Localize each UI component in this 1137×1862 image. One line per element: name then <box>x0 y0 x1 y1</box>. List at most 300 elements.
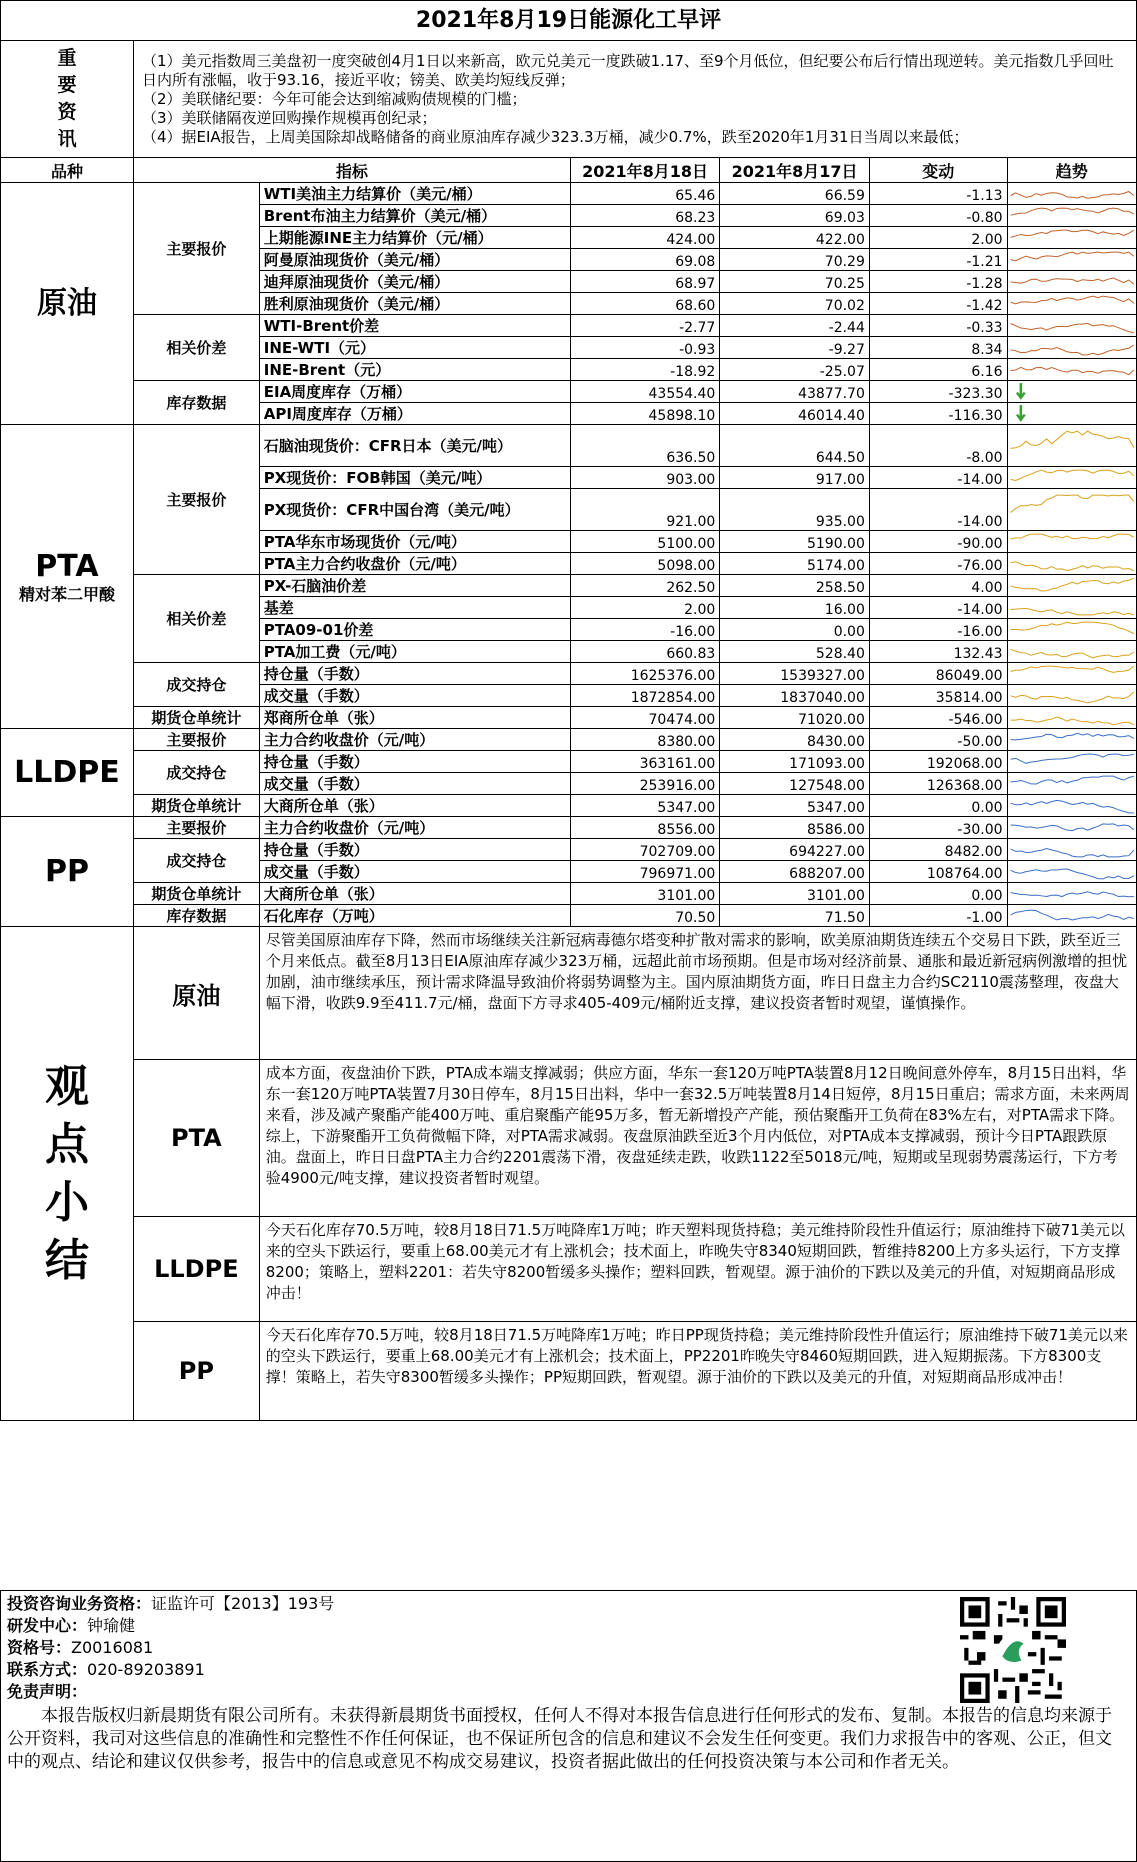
summary-text-pp: 今天石化库存70.5万吨，较8月18日71.5万吨降库1万吨；昨日PP现货持稳；美元维持阶段性升值运行；原油维持下破71美元以来的空头下跌运行，要重上68.00美元才有上涨机会；技术面上，PP2201昨晚失守8460短期回跌，进入短期振荡。下方8300支撑！策略上，若失守8300暂缓多头操作；PP短期回跌，暂观望。源于油价的下跌以及美元的升值，对短期商品形成冲击！ <box>259 1322 1136 1421</box>
sparkline-line <box>1010 754 1133 763</box>
value-change: 0.00 <box>869 795 1007 817</box>
sparkline-line <box>1010 776 1133 784</box>
group-main-quote: 主要报价 <box>133 729 259 751</box>
trend-sparkline <box>1007 227 1136 249</box>
sparkline-line <box>1010 824 1133 831</box>
trend-sparkline <box>1007 663 1136 685</box>
value-change: -16.00 <box>869 619 1007 641</box>
value-date1: 3101.00 <box>570 883 720 905</box>
sparkline-line <box>1010 367 1133 374</box>
summary-name-lldpe: LLDPE <box>133 1217 259 1322</box>
table-row <box>1 663 1137 685</box>
sparkline-line <box>1010 892 1133 897</box>
trend-sparkline <box>1007 795 1136 817</box>
sparkline-line <box>1010 910 1133 920</box>
value-change: 86049.00 <box>869 663 1007 685</box>
indicator-name: PX-石脑油价差 <box>259 575 570 597</box>
indicator-name: 主力合约收盘价（元/吨） <box>259 729 570 751</box>
value-date2: 16.00 <box>720 597 870 619</box>
summary-row <box>1 1060 1137 1217</box>
value-date2: 0.00 <box>720 619 870 641</box>
indicator-name: 迪拜原油现货价（美元/桶） <box>259 271 570 293</box>
value-date2: 1539327.00 <box>720 663 870 685</box>
footer-qual-value: 证监许可【2013】193号 <box>151 1594 335 1613</box>
category-lldpe: LLDPE <box>1 729 134 817</box>
value-date2: 528.40 <box>720 641 870 663</box>
value-date1: 68.60 <box>570 293 720 315</box>
trend-sparkline <box>1007 817 1136 839</box>
value-change: -546.00 <box>869 707 1007 729</box>
summary-name-crude: 原油 <box>133 927 259 1060</box>
indicator-name: WTI-Brent价差 <box>259 315 570 337</box>
header-trend: 趋势 <box>1007 158 1136 183</box>
indicator-name: EIA周度库存（万桶） <box>259 381 570 403</box>
group-warehouse: 期货仓单统计 <box>133 795 259 817</box>
summary-row <box>1 1217 1137 1322</box>
value-date1: -18.92 <box>570 359 720 381</box>
trend-sparkline <box>1007 337 1136 359</box>
value-date2: 43877.70 <box>720 381 870 403</box>
value-change: -76.00 <box>869 553 1007 575</box>
sparkline-line <box>1010 578 1133 591</box>
indicator-name: 石脑油现货价：CFR日本（美元/吨） <box>259 425 570 467</box>
value-change: 2.00 <box>869 227 1007 249</box>
value-change: 192068.00 <box>869 751 1007 773</box>
value-change: -14.00 <box>869 467 1007 489</box>
table-row <box>1 751 1137 773</box>
indicator-name: PTA华东市场现货价（元/吨） <box>259 531 570 553</box>
category-pp: PP <box>1 817 134 927</box>
value-date1: 69.08 <box>570 249 720 271</box>
down-arrow-icon <box>1008 381 1136 402</box>
sparkline-line <box>1010 495 1133 512</box>
value-date1: 1625376.00 <box>570 663 720 685</box>
news-item: （3）美联储隔夜逆回购操作规模再创纪录； <box>141 108 437 127</box>
trend-sparkline <box>1007 553 1136 575</box>
value-date2: 688207.00 <box>720 861 870 883</box>
header-product: 品种 <box>1 158 134 183</box>
sparkline-line <box>1010 666 1133 672</box>
sparkline-line <box>1010 609 1133 615</box>
table-row <box>1 883 1137 905</box>
value-date1: 660.83 <box>570 641 720 663</box>
value-change: -1.13 <box>869 183 1007 205</box>
sparkline-chart <box>1008 795 1136 816</box>
value-date2: 69.03 <box>720 205 870 227</box>
footer-rd-value: 钟瑜健 <box>87 1616 136 1635</box>
footer-cert-label: 资格号： <box>7 1638 72 1657</box>
sparkline-chart <box>1008 817 1136 838</box>
group-warehouse: 期货仓单统计 <box>133 707 259 729</box>
category-pta-sub: 精对苯二甲酸 <box>18 584 115 604</box>
value-change: 126368.00 <box>869 773 1007 795</box>
trend-sparkline <box>1007 403 1136 425</box>
sparkline-chart <box>1008 575 1136 596</box>
group-main-quote: 主要报价 <box>133 183 259 315</box>
category-crude: 原油 <box>1 183 134 425</box>
down-arrow-mark <box>1017 405 1025 420</box>
summary-text-lldpe: 今天石化库存70.5万吨，较8月18日71.5万吨降库1万吨；昨天塑料现货持稳；美元维持阶段性升值运行；原油维持下破71美元以来的空头下跌运行，要重上68.00美元才有上涨机会；技术面上，昨晚失守8340短期回跌，暂维持8200上方多头运行，下方支撑8200；策略上，塑料2201：若失守8200暂缓多头操作；塑料回跌，暂观望。源于油价的下跌以及美元的升值，对短期商品形成冲击！ <box>259 1217 1136 1322</box>
indicator-name: WTI美油主力结算价（美元/桶） <box>259 183 570 205</box>
trend-sparkline <box>1007 359 1136 381</box>
value-date2: 258.50 <box>720 575 870 597</box>
news-item: （4）据EIA报告，上周美国除却战略储备的商业原油库存减少323.3万桶，减少0.7%，跌至2020年1月31日当周以来最低； <box>141 127 969 146</box>
indicator-name: 成交量（手数） <box>259 773 570 795</box>
news-label <box>1 41 134 158</box>
sparkline-chart <box>1008 183 1136 204</box>
value-change: 8482.00 <box>869 839 1007 861</box>
sparkline-line <box>1010 849 1133 857</box>
trend-sparkline <box>1007 729 1136 751</box>
table-row <box>1 839 1137 861</box>
sparkline-chart <box>1008 205 1136 226</box>
value-date2: 694227.00 <box>720 839 870 861</box>
trend-sparkline <box>1007 773 1136 795</box>
indicator-name: INE-WTI（元） <box>259 337 570 359</box>
indicator-name: 成交量（手数） <box>259 861 570 883</box>
value-date1: 43554.40 <box>570 381 720 403</box>
news-label-text: 重要资讯 <box>57 47 77 150</box>
down-arrow-mark <box>1017 383 1025 398</box>
value-date1: 65.46 <box>570 183 720 205</box>
sparkline-line <box>1010 208 1133 215</box>
value-date2: 1837040.00 <box>720 685 870 707</box>
footer <box>0 1590 1137 1862</box>
sparkline-line <box>1010 470 1133 480</box>
value-change: 4.00 <box>869 575 1007 597</box>
sparkline-line <box>1010 252 1133 261</box>
value-date1: 253916.00 <box>570 773 720 795</box>
value-change: 0.00 <box>869 883 1007 905</box>
sparkline-line <box>1010 692 1133 703</box>
value-date1: 1872854.00 <box>570 685 720 707</box>
footer-contact-label: 联系方式： <box>7 1660 88 1679</box>
value-date2: 70.25 <box>720 271 870 293</box>
value-change: -1.00 <box>869 905 1007 927</box>
trend-sparkline <box>1007 315 1136 337</box>
indicator-name: 阿曼原油现货价（美元/桶） <box>259 249 570 271</box>
value-date2: 935.00 <box>720 489 870 531</box>
down-arrow-icon <box>1008 403 1136 424</box>
indicator-name: PTA09-01价差 <box>259 619 570 641</box>
sparkline-chart <box>1008 337 1136 358</box>
trend-sparkline <box>1007 861 1136 883</box>
sparkline-chart <box>1008 751 1136 772</box>
table-row <box>1 729 1137 751</box>
indicator-name: 成交量（手数） <box>259 685 570 707</box>
value-date2: 422.00 <box>720 227 870 249</box>
value-date1: 70474.00 <box>570 707 720 729</box>
summary-name-pp: PP <box>133 1322 259 1421</box>
value-date1: -2.77 <box>570 315 720 337</box>
indicator-name: 持仓量（手数） <box>259 839 570 861</box>
value-date2: 5174.00 <box>720 553 870 575</box>
sparkline-chart <box>1008 359 1136 380</box>
sparkline-line <box>1010 278 1133 284</box>
trend-sparkline <box>1007 839 1136 861</box>
sparkline-chart <box>1008 531 1136 552</box>
indicator-name: 主力合约收盘价（元/吨） <box>259 817 570 839</box>
value-change: -0.80 <box>869 205 1007 227</box>
news-content <box>133 41 1136 158</box>
value-date2: 3101.00 <box>720 883 870 905</box>
indicator-name: 上期能源INE主力结算价（元/桶） <box>259 227 570 249</box>
table-row <box>1 817 1137 839</box>
value-date1: 903.00 <box>570 467 720 489</box>
value-change: -0.33 <box>869 315 1007 337</box>
sparkline-chart <box>1008 597 1136 618</box>
group-stock: 库存数据 <box>133 905 259 927</box>
value-date1: 5100.00 <box>570 531 720 553</box>
header-date2: 2021年8月17日 <box>720 158 870 183</box>
footer-cert-value: Z0016081 <box>71 1638 154 1657</box>
value-change: -323.30 <box>869 381 1007 403</box>
header-date1: 2021年8月18日 <box>570 158 720 183</box>
table-row <box>1 425 1137 467</box>
sparkline-line <box>1010 296 1133 304</box>
trend-sparkline <box>1007 905 1136 927</box>
value-date1: 68.23 <box>570 205 720 227</box>
sparkline-chart <box>1008 729 1136 750</box>
indicator-name: INE-Brent（元） <box>259 359 570 381</box>
footer-disclaimer-label: 免责声明： <box>7 1682 88 1701</box>
value-change: -1.21 <box>869 249 1007 271</box>
indicator-name: 石化库存（万吨） <box>259 905 570 927</box>
value-date1: 5098.00 <box>570 553 720 575</box>
value-change: 132.43 <box>869 641 1007 663</box>
value-date1: 636.50 <box>570 425 720 467</box>
value-date1: 796971.00 <box>570 861 720 883</box>
sparkline-chart <box>1008 663 1136 684</box>
table-header <box>1 158 1137 183</box>
sparkline-line <box>1010 562 1133 571</box>
trend-sparkline <box>1007 271 1136 293</box>
value-change: -14.00 <box>869 597 1007 619</box>
sparkline-chart <box>1008 619 1136 640</box>
trend-sparkline <box>1007 293 1136 315</box>
summary-row <box>1 1322 1137 1421</box>
value-date2: 70.29 <box>720 249 870 271</box>
sparkline-chart <box>1008 773 1136 794</box>
value-date2: 70.02 <box>720 293 870 315</box>
summary-text-pta: 成本方面，夜盘油价下跌，PTA成本端支撑减弱；供应方面，华东一套120万吨PTA装置8月12日晚间意外停车，8月15日出料，华东一套120万吨PTA装置7月30日停车，8月15日出料，华中一套32.5万吨装置8月14日短停，8月15日重启；需求方面，未来两周来看，涉及减产聚酯产能400万吨、重启聚酯产能95万多，暂无新增投产产能，预估聚酯开工负荷在83%左右，对PTA需求下降。综上，下游聚酯开工负荷微幅下降，对PTA需求减弱。夜盘原油跌至近3个月内低位，对PTA成本支撑减弱，预计今日PTA跟跌原油。盘面上，昨日日盘PTA主力合约2201震荡下滑，夜盘延续走跌，收跌1122至5018元/吨，短期或呈现弱势震荡运行，下方考验4900元/吨支撑，建议投资者暂时观望。 <box>259 1060 1136 1217</box>
summary-name-pta: PTA <box>133 1060 259 1217</box>
sparkline-chart <box>1008 685 1136 706</box>
value-date2: -2.44 <box>720 315 870 337</box>
value-date1: 45898.10 <box>570 403 720 425</box>
table-row <box>1 905 1137 927</box>
group-stock: 库存数据 <box>133 381 259 425</box>
sparkline-chart <box>1008 271 1136 292</box>
trend-sparkline <box>1007 707 1136 729</box>
indicator-name: API周度库存（万桶） <box>259 403 570 425</box>
sparkline-line <box>1010 431 1133 448</box>
sparkline-chart <box>1008 839 1136 860</box>
group-main-quote: 主要报价 <box>133 425 259 575</box>
sparkline-chart <box>1008 315 1136 336</box>
group-main-quote: 主要报价 <box>133 817 259 839</box>
sparkline-chart <box>1008 489 1136 530</box>
indicator-name: 大商所仓单（张） <box>259 795 570 817</box>
sparkline-line <box>1010 192 1133 199</box>
news-item: （1）美元指数周三美盘初一度突破创4月1日以来新高，欧元兑美元一度跌破1.17、至9个月低位，但纪要公布后行情出现逆转。美元指数几乎回吐日内所有涨幅，收于93.16，接近平收；镑美、欧美均短线反弹； <box>141 51 1114 89</box>
report-title: 2021年8月19日能源化工早评 <box>0 0 1137 40</box>
summary-label <box>1 927 134 1421</box>
sparkline-chart <box>1008 227 1136 248</box>
group-warehouse: 期货仓单统计 <box>133 883 259 905</box>
table-row <box>1 381 1137 403</box>
sparkline-line <box>1010 230 1133 237</box>
value-date2: 46014.40 <box>720 403 870 425</box>
trend-sparkline <box>1007 467 1136 489</box>
sparkline-chart <box>1008 467 1136 488</box>
value-date1: 8556.00 <box>570 817 720 839</box>
sparkline-chart <box>1008 425 1136 466</box>
trend-sparkline <box>1007 489 1136 531</box>
sparkline-line <box>1010 800 1133 812</box>
category-pta-name: PTA <box>35 548 99 584</box>
value-date1: 262.50 <box>570 575 720 597</box>
footer-disclaimer: 本报告版权归新晨期货有限公司所有。未获得新晨期货书面授权，任何人不得对本报告信息进行任何形式的发布、复制。本报告的信息均来源于公开资料，我司对这些信息的准确性和完整性不作任何保证，也不保证所包含的信息和建议不会发生任何变更。我们力求报告中的客观、公正，但文中的观点、结论和建议仅供参考，报告中的信息或意见不构成交易建议，投资者据此做出的任何投资决策与本公司和作者无关。 <box>7 1706 1112 1772</box>
trend-sparkline <box>1007 641 1136 663</box>
indicator-name: PX现货价：FOB韩国（美元/吨） <box>259 467 570 489</box>
trend-sparkline <box>1007 751 1136 773</box>
value-date1: 424.00 <box>570 227 720 249</box>
sparkline-chart <box>1008 707 1136 728</box>
value-date2: 5190.00 <box>720 531 870 553</box>
news-item: （2）美联储纪要：今年可能会达到缩减购债规模的门槛； <box>141 89 527 108</box>
trend-sparkline <box>1007 381 1136 403</box>
sparkline-line <box>1010 649 1133 658</box>
value-date1: 68.97 <box>570 271 720 293</box>
sparkline-chart <box>1008 641 1136 662</box>
report-table <box>0 40 1137 1421</box>
table-row <box>1 315 1137 337</box>
value-change: -8.00 <box>869 425 1007 467</box>
value-date1: 363161.00 <box>570 751 720 773</box>
summary-text-crude: 尽管美国原油库存下降，然而市场继续关注新冠病毒德尔塔变种扩散对需求的影响，欧美原油期货连续五个交易日下跌，跌至近三个月来低点。截至8月13日EIA原油库存减少323万桶，远超此前市场预期。但是市场对经济前景、通胀和最近新冠病例激增的担忧加剧，油市继续承压，预计需求降温导致油价将弱势调整为主。国内原油期货方面，昨日日盘主力合约SC2110震荡整理，夜盘大幅下滑，收跌9.9至411.7元/桶，盘面下方寻求405-409元/桶附近支撑，建议投资者暂时观望，谨慎操作。 <box>259 927 1136 1060</box>
sparkline-line <box>1010 622 1133 633</box>
indicator-name: 大商所仓单（张） <box>259 883 570 905</box>
sparkline-line <box>1010 733 1133 740</box>
value-change: -30.00 <box>869 817 1007 839</box>
indicator-name: PTA主力合约收盘价（元/吨） <box>259 553 570 575</box>
trend-sparkline <box>1007 883 1136 905</box>
trend-sparkline <box>1007 183 1136 205</box>
indicator-name: 郑商所仓单（张） <box>259 707 570 729</box>
trend-sparkline <box>1007 619 1136 641</box>
trend-sparkline <box>1007 425 1136 467</box>
sparkline-chart <box>1008 861 1136 882</box>
header-change: 变动 <box>869 158 1007 183</box>
sparkline-chart <box>1008 249 1136 270</box>
sparkline-line <box>1010 323 1133 332</box>
value-date2: -25.07 <box>720 359 870 381</box>
sparkline-line <box>1010 717 1133 725</box>
value-date1: -16.00 <box>570 619 720 641</box>
value-date2: 8586.00 <box>720 817 870 839</box>
table-row <box>1 795 1137 817</box>
indicator-name: PTA加工费（元/吨） <box>259 641 570 663</box>
value-date1: 70.50 <box>570 905 720 927</box>
group-trade: 成交持仓 <box>133 751 259 795</box>
group-spread: 相关价差 <box>133 575 259 663</box>
table-row <box>1 183 1137 205</box>
news-row <box>1 41 1137 158</box>
table-row <box>1 707 1137 729</box>
value-change: -1.42 <box>869 293 1007 315</box>
value-date1: 702709.00 <box>570 839 720 861</box>
qr-code-icon <box>960 1597 1066 1703</box>
value-change: 8.34 <box>869 337 1007 359</box>
value-date2: 8430.00 <box>720 729 870 751</box>
indicator-name: Brent布油主力结算价（美元/桶） <box>259 205 570 227</box>
value-date2: -9.27 <box>720 337 870 359</box>
value-change: -50.00 <box>869 729 1007 751</box>
summary-row <box>1 927 1137 1060</box>
sparkline-chart <box>1008 883 1136 904</box>
sparkline-line <box>1010 869 1133 879</box>
value-change: -116.30 <box>869 403 1007 425</box>
value-date2: 71020.00 <box>720 707 870 729</box>
group-spread: 相关价差 <box>133 315 259 381</box>
value-date2: 71.50 <box>720 905 870 927</box>
value-date2: 5347.00 <box>720 795 870 817</box>
sparkline-chart <box>1008 905 1136 926</box>
value-date2: 171093.00 <box>720 751 870 773</box>
value-date1: 921.00 <box>570 489 720 531</box>
value-date1: 8380.00 <box>570 729 720 751</box>
value-date1: 5347.00 <box>570 795 720 817</box>
sparkline-line <box>1010 345 1133 355</box>
trend-sparkline <box>1007 249 1136 271</box>
header-indicator: 指标 <box>133 158 570 183</box>
indicator-name: 持仓量（手数） <box>259 663 570 685</box>
category-pta <box>1 425 134 729</box>
footer-qual-label: 投资咨询业务资格： <box>7 1594 152 1613</box>
indicator-name: 持仓量（手数） <box>259 751 570 773</box>
value-date2: 917.00 <box>720 467 870 489</box>
summary-label-text: 观点小结 <box>44 1060 89 1286</box>
trend-sparkline <box>1007 685 1136 707</box>
value-change: 6.16 <box>869 359 1007 381</box>
sparkline-line <box>1010 534 1133 539</box>
trend-sparkline <box>1007 575 1136 597</box>
value-change: -1.28 <box>869 271 1007 293</box>
group-trade: 成交持仓 <box>133 663 259 707</box>
value-date2: 644.50 <box>720 425 870 467</box>
value-date1: -0.93 <box>570 337 720 359</box>
trend-sparkline <box>1007 531 1136 553</box>
value-date2: 66.59 <box>720 183 870 205</box>
trend-sparkline <box>1007 205 1136 227</box>
indicator-name: 胜利原油现货价（美元/桶） <box>259 293 570 315</box>
footer-contact-value: 020-89203891 <box>87 1660 205 1679</box>
footer-rd-label: 研发中心： <box>7 1616 88 1635</box>
value-change: -90.00 <box>869 531 1007 553</box>
indicator-name: 基差 <box>259 597 570 619</box>
value-date1: 2.00 <box>570 597 720 619</box>
indicator-name: PX现货价：CFR中国台湾（美元/吨） <box>259 489 570 531</box>
trend-sparkline <box>1007 597 1136 619</box>
value-date2: 127548.00 <box>720 773 870 795</box>
value-change: 108764.00 <box>869 861 1007 883</box>
group-trade: 成交持仓 <box>133 839 259 883</box>
sparkline-chart <box>1008 553 1136 574</box>
value-change: -14.00 <box>869 489 1007 531</box>
sparkline-chart <box>1008 293 1136 314</box>
value-change: 35814.00 <box>869 685 1007 707</box>
